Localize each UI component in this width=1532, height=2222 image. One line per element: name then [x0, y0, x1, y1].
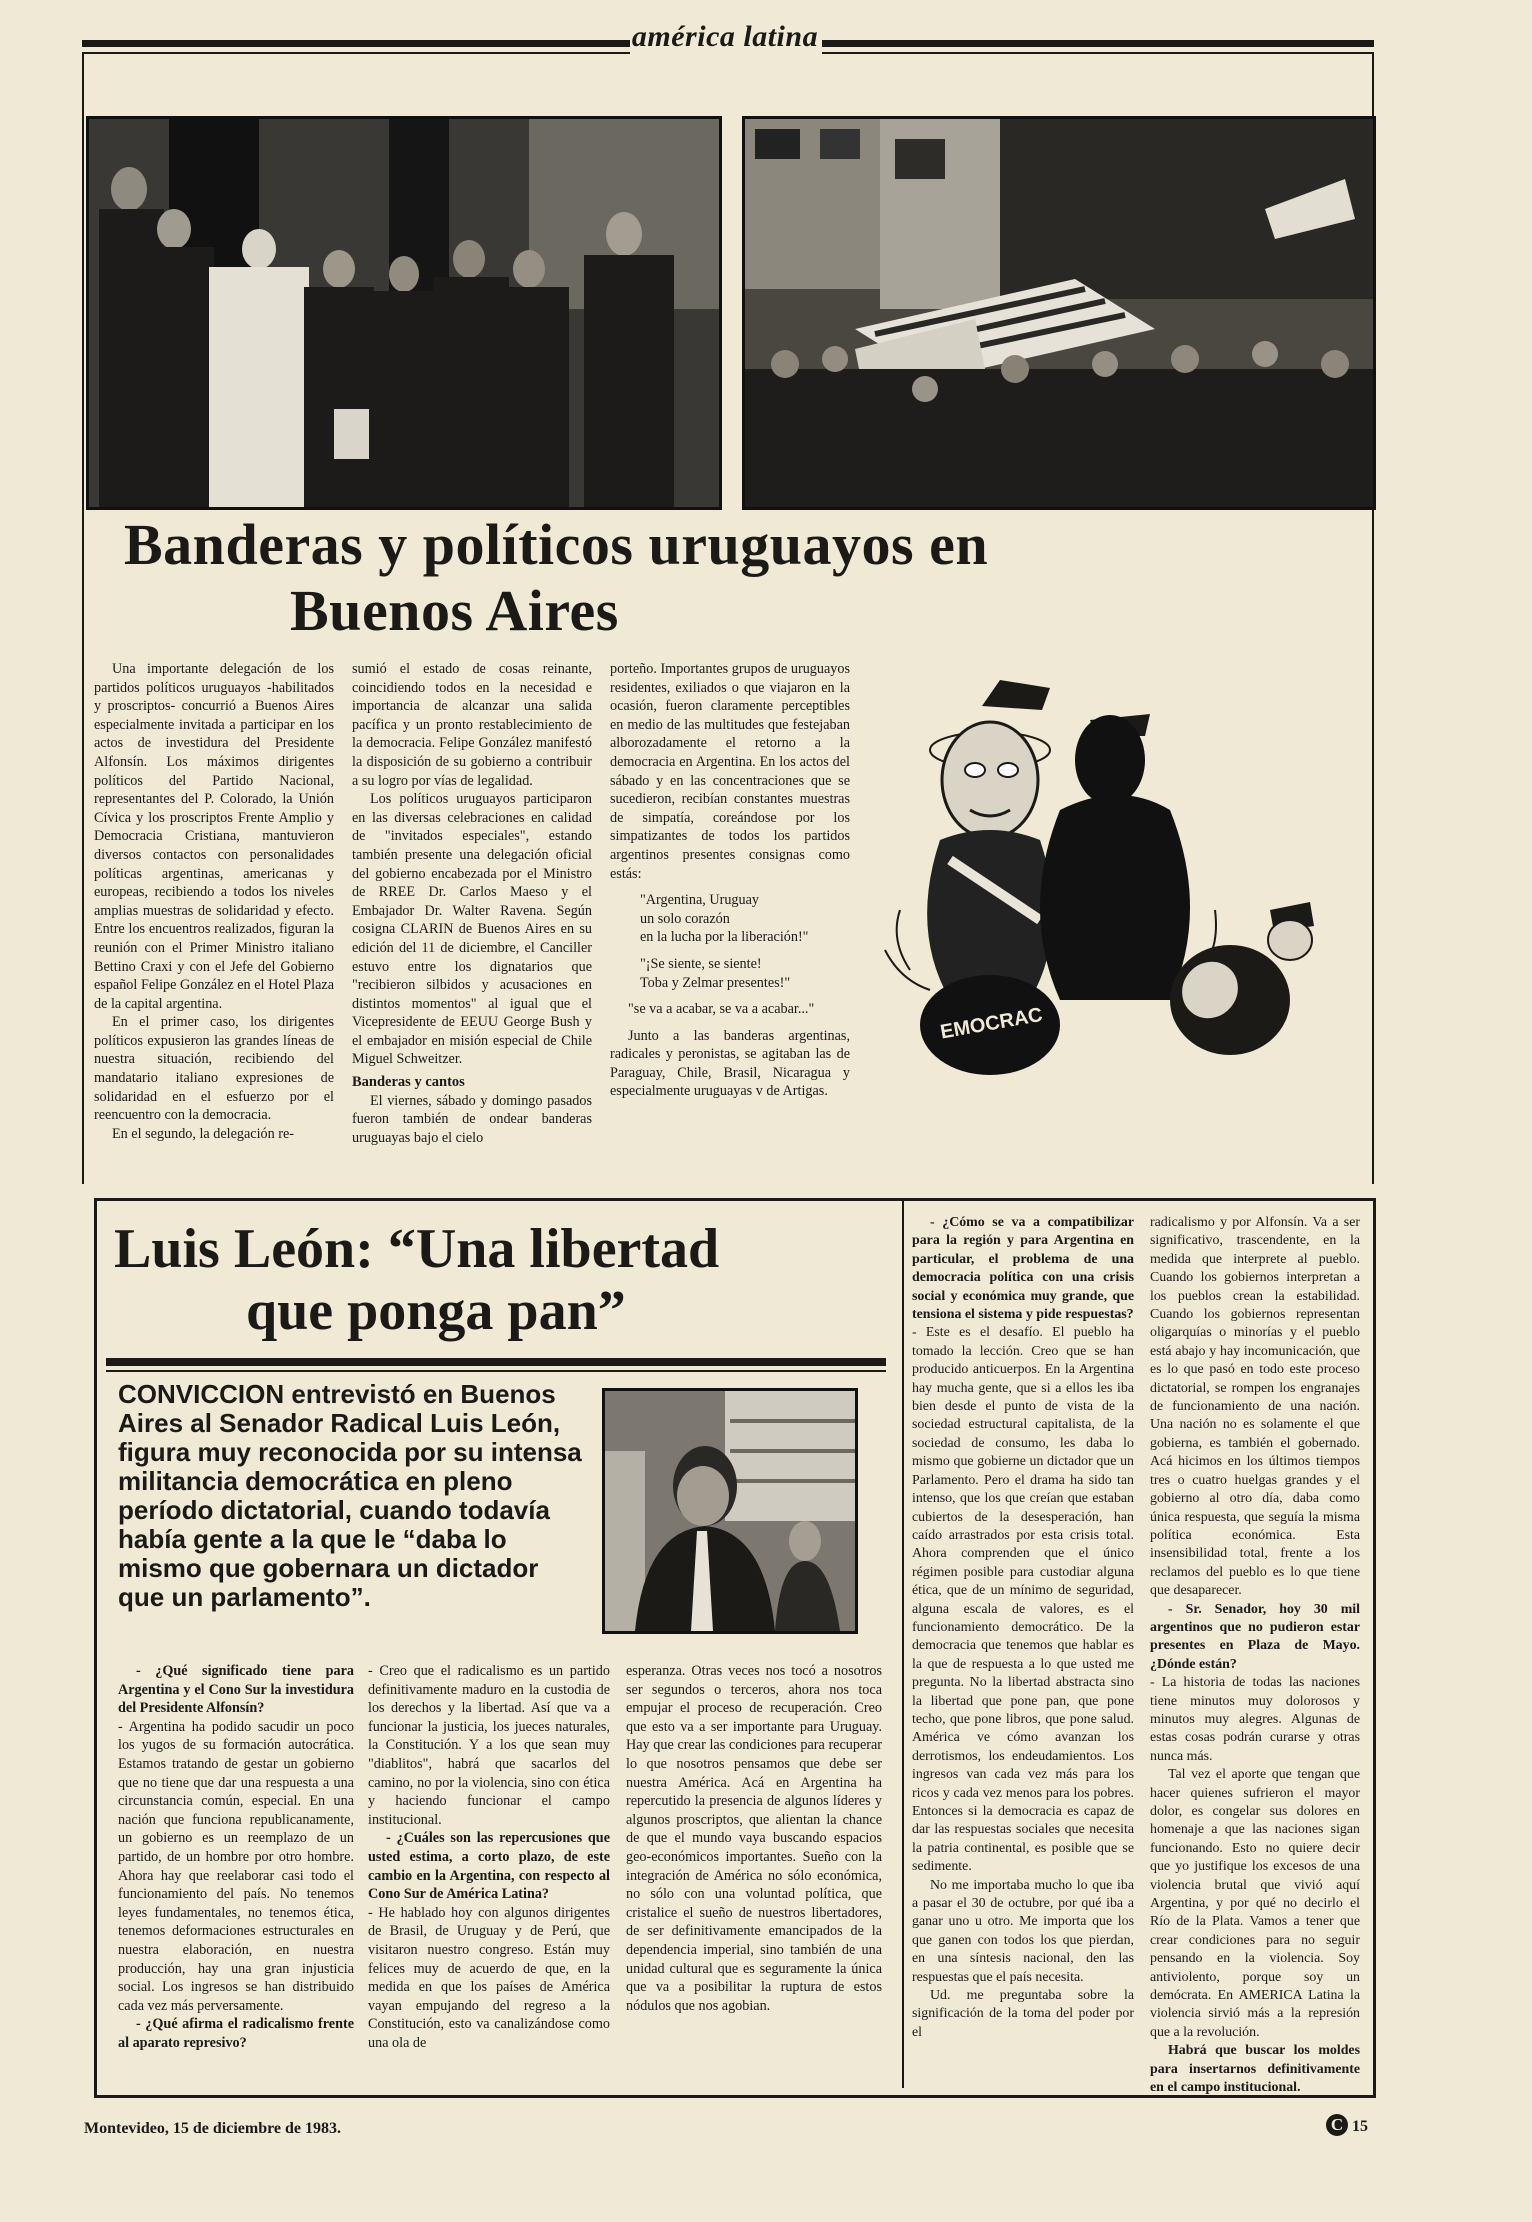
question: - ¿Cómo se va a compatibilizar para la región y para Argentina en particular, el problema de una democracia política con una crisis social y económica muy grande, que tensiona el sistema y pide respuestas? — [912, 1215, 1134, 1323]
box-column-divider — [902, 1200, 904, 2088]
interview-column-3 — [626, 1662, 882, 2015]
header-rule-right — [822, 40, 1374, 47]
chant-1: "Argentina, Uruguay un solo corazón en la lucha por la liberación!" — [640, 892, 809, 946]
chant-3: "se va a acabar, se va a acabar..." — [628, 1001, 815, 1018]
cartoon-illustration — [870, 670, 1360, 1100]
publication-logo-icon: C — [1326, 2114, 1348, 2136]
paragraph: Los políticos uruguayos participaron en las diversas celebraciones en calidad de "invitados especiales", estando también presente una delegación oficial del gobierno encabezada por el Ministro de RREE Dr. Carlos Maeso y el Embajador Dr. Walter Ravena. Según cosigna CLARIN de Buenos Aires en su edición del 11 de diciembre, el Canciller estuvo entre los dignatarios que "recibieron silbidos y acusaciones en distintos momentos" al igual que el Vicepresidente de EEUU George Bush y el embajador en misión especial de Chile Miguel Schweitzer. — [352, 791, 592, 1068]
interview-column-5 — [1150, 1214, 1360, 2098]
answer: - Argentina ha podido sacudir un poco los yugos de su formación autocrática. Estamos tratando de gestar un gobierno que no tiene que dar una respuesta a una circunstancia común, especial. En una nación que funciona republicanamente, un gobierno es un reemplazo de un partido, de un hombre por otro hombre. Ahora hay que reelaborar casi todo el funcionamiento del país. No tenemos leyes fundamentales, no tenemos ética, tenemos deformaciones estructurales en nuestra elaboración, en nuestra producción, hay una gran injusticia social. Los ingresos se han distribuido cada vez más perversamente. — [118, 1718, 354, 2014]
paragraph: En el primer caso, los dirigentes políticos expusieron las grandes líneas de nuestra situación, recibiendo del mandatario italiano expresiones de solidaridad en el esfuerzo por el reencuentro con la democracia. — [94, 1014, 334, 1124]
paragraph: Una importante delegación de los partidos políticos uruguayos -habilitados y proscriptos- concurrió a Buenos Aires especialmente invitada a participar en los actos de investidura del Presidente Alfonsín. Los máximos dirigentes políticos del Partido Nacional, representantes del P. Colorado, la Unión Cívica y los proscriptos Frente Amplio y Democracia Cristiana, mantuvieron diversos contactos con personalidades políticas argentinas, americanas y europeas, recibiendo a todos los niveles amplias muestras de solidaridad y efecto. Entre los encuentros realizados, figuran la reunión con el Primer Ministro italiano Bettino Craxi y con el Jefe del Gobierno español Felipe González en el Hotel Plaza de la capital argentina. — [94, 661, 334, 1012]
answer: - Este es el desafío. El pueblo ha tomado la lección. Creo que se han producido anticuerpos. En la Argentina hay mucha gente, que si a ellos les iba bien desde el punto de vista de la sociedad estructural capitalista, de la sociedad de consumo, les daba lo mismo que gobierne un dictador que un Parlamento. Pero el drama ha sido tan intenso, que los que creían que estaban cubiertos de la desesperación, han caído arrastrados por esta crisis total. Ahora comprenden que el único régimen posible para custodiar alguna ética, que de un mínimo de seguridad, alguna escala de valores, es el funcionamiento democrático. De la democracia que tenemos que hablar es la que de respuesta a lo que usted me pregunta. No la libertad abstracta sino la libertad que pone pan, que pone techo, que pone libros, que pone salud. América ve cómo avanzan los derrotismos, los endeudamientos. Los ingresos van cada vez más para los ricos y cada vez menos para los pobres. Entonces si la democracia es capaz de dar las respuestas sociales que necesita la patria continental, es posible que se sedimente. — [912, 1325, 1134, 1875]
question: - Sr. Senador, hoy 30 mil argentinos que no pudieron estar presentes en Plaza de Mayo. ¿Dónde están? — [1150, 1601, 1360, 1672]
answer: radicalismo y por Alfonsín. Va a ser significativo, trascendente, en la medida que interprete al pueblo. Cuando los gobiernos interpretan a los pueblos crean la estabilidad. Cuando los gobiernos representan oligarquías o minorías y el pueblo está abajo y hay incomunicación, que es lo que pasó en todo este proceso dictatorial, se rompen los engranajes de funcionamiento de una nación. Una nación no es solamente el que gobierna, es también el gobernado. Acá hicimos en los últimos tiempos tres o cuatro huelgas grandes y el gobierno al otro día, daba como única respuesta, que seguía la misma política económica. Esta insensibilidad total, frente a los reclamos del pueblo es lo que tiene que desaparecer. — [1150, 1215, 1360, 1599]
article1-column-3 — [610, 660, 850, 1101]
paragraph: Junto a las banderas argentinas, radicales y peronistas, se agitaban las de Paraguay, Chile, Brasil, Nicaragua y especialmente uruguayas v de Artigas. — [610, 1027, 850, 1100]
answer: - Creo que el radicalismo es un partido definitivamente maduro en la custodia de los derechos y la libertad. Así que va a funcionar la justicia, los jueces naturales, la Constitución. Y a los que sean muy "diablitos", habrá que sacarlos del camino, no por la violencia, sino con ética y haciendo funcionar el campo institucional. — [368, 1663, 610, 1828]
article1-title-line2: Buenos Aires — [290, 578, 619, 643]
article1-title-line1: Banderas y políticos uruguayos en — [124, 512, 989, 577]
interview-column-1 — [118, 1662, 354, 2052]
lead-rule-thin — [106, 1370, 886, 1372]
frame-left — [82, 54, 84, 1184]
dateline: Montevideo, 15 de diciembre de 1983. — [84, 2120, 342, 2137]
interview-lead — [118, 1380, 588, 1612]
page-number: 15 — [1352, 2118, 1368, 2135]
article2-title-line2: que ponga pan” — [246, 1280, 626, 1342]
article1-column-1 — [94, 660, 334, 1143]
lead-text: entrevistó en Buenos Aires al Senador Radical Luis León, figura muy reconocida por su intensa militancia democrática en pleno período dictatorial, cuando todavía había gente a la que le “daba lo mismo que gobernara un dictador que un parlamento”. — [118, 1379, 582, 1612]
answer: Tal vez el aporte que tengan que hacer quienes sufrieron el mayor dolor, es congelar sus dolores en homenaje a que las naciones sigan funcionando. Esto no quiere decir que yo justifique los excesos de una violencia brutal que vivió aquí Argentina, y por qué no decirlo el Río de la Plata. Vamos a tener que crear condiciones para no seguir pensando en la violencia. Soy antiviolento, porque soy un demócrata. En AMERICA Latina la violencia sirvió más a la represión que a la revolución. — [1150, 1767, 1360, 2040]
answer: No me importaba mucho lo que iba a pasar el 30 de octubre, por qué iba a ganar uno u otro. Me importa que los que ganen con todos los que pierdan, en una síntesis nacional, den las respuestas que el país necesita. — [912, 1877, 1134, 1985]
header-rule-left-thin — [82, 52, 630, 54]
photo-flags-crowd — [742, 116, 1376, 510]
chant-2: "¡Se siente, se siente! Toba y Zelmar presentes!" — [640, 955, 791, 991]
question: - ¿Cuáles son las repercusiones que usted estima, a corto plazo, de este cambio en la Argentina, con respecto al Cono Sur de América Latina? — [368, 1830, 610, 1903]
header-rule-right-thin — [822, 52, 1374, 54]
paragraph: El viernes, sábado y domingo pasados fueron también de ondear banderas uruguayas bajo el cielo — [352, 1092, 592, 1146]
answer: esperanza. Otras veces nos tocó a nosotros ser segundos o terceros, ahora nos toca empujar el proceso de recuperación. Creo que esto va a ser importante para Uruguay. Hay que crear las condiciones para recuperar lo que nosotros pensamos que debe ser nuestra América. Acá en Argentina ha repercutido la presencia de algunos líderes y algunos proscriptos, que alientan la chance de que el mundo vaya buscando espacios geo-económicos importantes. Sueño con la integración de América no sólo económica, no sólo con una voluntad política, que cristalice el sueño de nuestros libertadores, de ser definitivamente emancipados de la dependencia imperial, sino también de una unidad cultural que es seguramente la única que va a posibilitar la ruptura de estos nódulos que nos agobian. — [626, 1663, 882, 2014]
publication-name: CONVICCION — [118, 1379, 285, 1409]
question: - ¿Qué significado tiene para Argentina y el Cono Sur la investidura del Presidente Alfonsín? — [118, 1663, 354, 1717]
paragraph: En el segundo, la delegación re- — [112, 1125, 294, 1142]
paragraph: sumió el estado de cosas reinante, coincidiendo todos en la necesidad e importancia de alcanzar una salida pacífica y un pronto restablecimiento de la democracia. Felipe González manifestó la disposición de su gobierno a contribuir a su logro por vías de legalidad. — [352, 661, 592, 789]
answer: - He hablado hoy con algunos dirigentes de Brasil, de Uruguay y de Perú, que visitaron nuestro congreso. Están muy felices muy de acuerdo de que, en la medida en que los países de América vayan empujando del regreso a la Constitución, esto va canalizándose como una ola de — [368, 1904, 610, 2051]
article1-column-2 — [352, 660, 592, 1147]
question: - ¿Qué afirma el radicalismo frente al aparato represivo? — [118, 2016, 354, 2051]
closing-statement: Habrá que buscar los moldes para insertarnos definitivamente en el campo institucional. — [1150, 2043, 1360, 2096]
paragraph: porteño. Importantes grupos de uruguayos residentes, exiliados o que viajaron en la ocasión, fueron claramente perceptibles en medio de las multitudes que festejaban alborozadamente el retorno a la democracia en Argentina. En los actos del sábado y en las concentraciones que se sucedieron, recibían constantes muestras de simpatía, coreándose por los simpatizantes de todos los partidos argentinos presentes consignas como estás: — [610, 661, 850, 882]
interview-column-2 — [368, 1662, 610, 2052]
article2-title-line1: Luis León: “Una libertad — [114, 1218, 720, 1280]
answer: - La historia de todas las naciones tiene minutos muy dolorosos y minutos muy alegres. Algunas de estas cosas podrán curarse y otras nunca más. — [1150, 1675, 1360, 1764]
cartoon-label: EMOCRAC — [938, 1003, 1045, 1044]
header-rule-left — [82, 40, 630, 47]
interview-column-4 — [912, 1214, 1134, 2042]
section-title: américa latina — [631, 20, 819, 53]
photo-politicians — [86, 116, 722, 510]
subhead: Banderas y cantos — [352, 1074, 465, 1091]
photo-luis-leon — [602, 1388, 858, 1634]
lead-rule-thick — [106, 1358, 886, 1366]
answer: Ud. me preguntaba sobre la significación de la toma del poder por el — [912, 1988, 1134, 2040]
